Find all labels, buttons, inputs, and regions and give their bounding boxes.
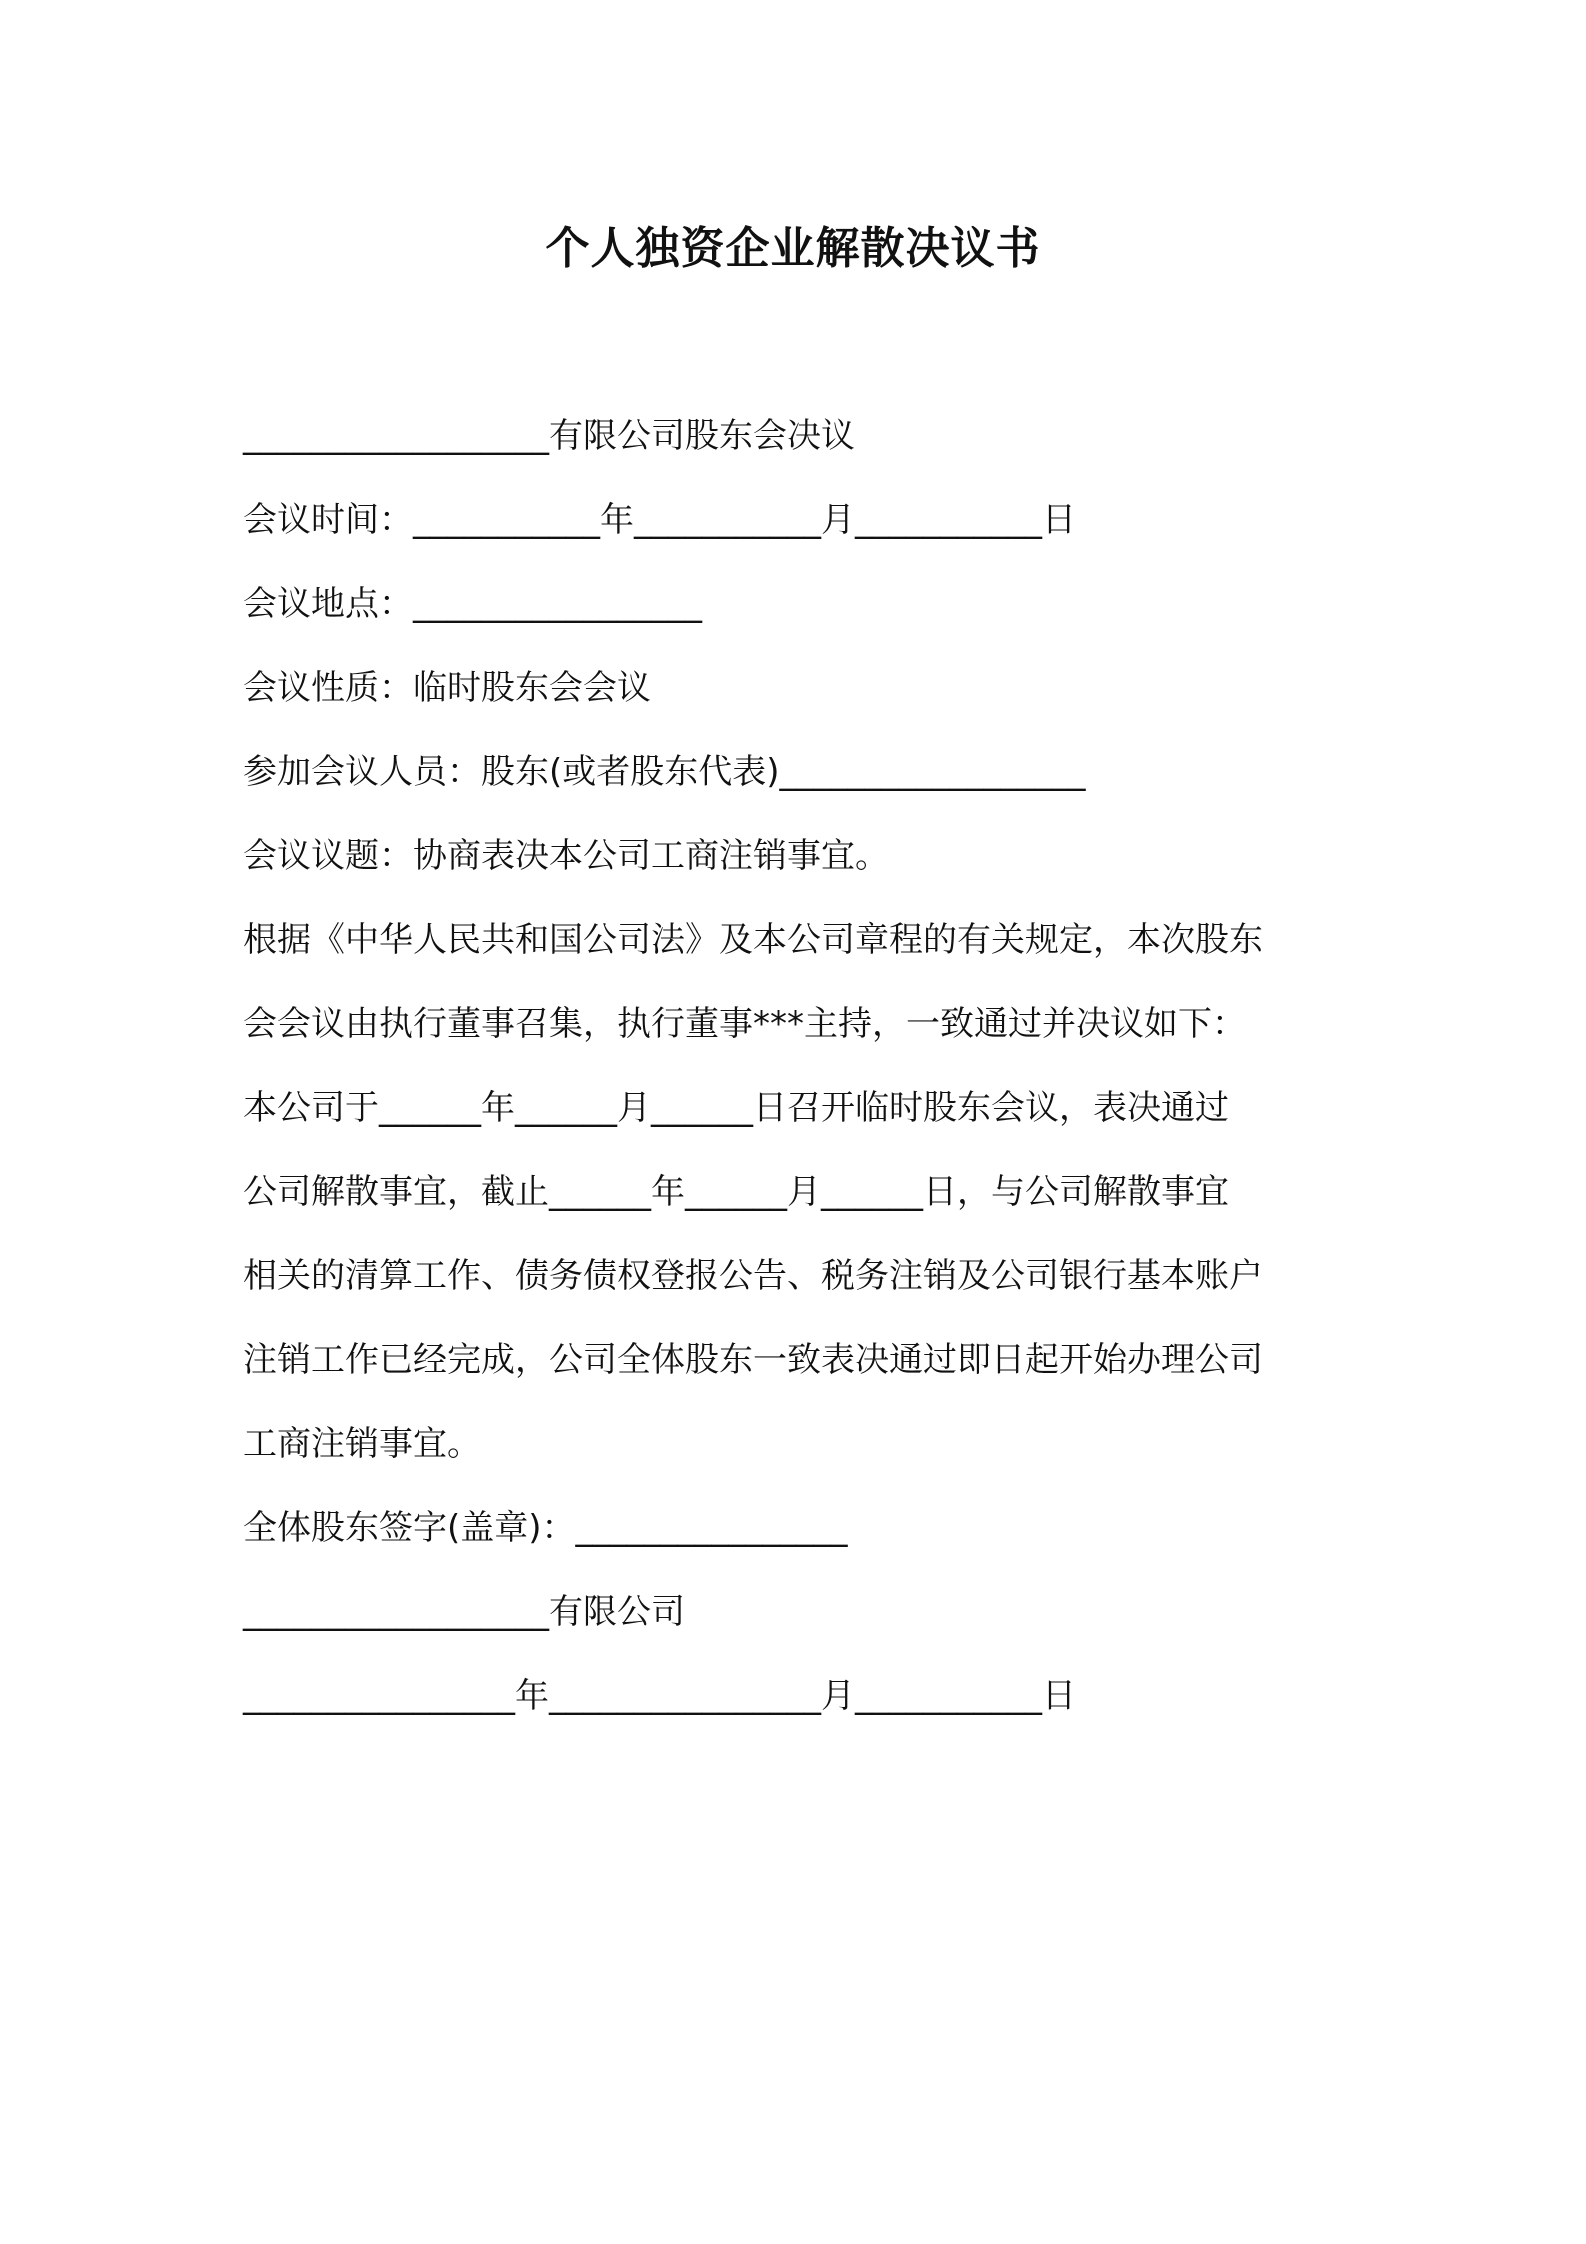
body-paragraph-line-3: 本公司于______年______月______日召开临时股东会议，表决通过 <box>243 1088 1229 1128</box>
document-title: 个人独资企业解散决议书 <box>545 223 1041 274</box>
body-paragraph-line-6: 注销工作已经完成，公司全体股东一致表决通过即日起开始办理公司 <box>243 1340 1263 1380</box>
body-paragraph-line-2: 会会议由执行董事召集，执行董事***主持，一致通过并决议如下： <box>243 1004 1246 1044</box>
body-paragraph-line-1: 根据《中华人民共和国公司法》及本公司章程的有关规定，本次股东 <box>243 920 1263 960</box>
meeting-nature-line: 会议性质：临时股东会会议 <box>243 668 651 708</box>
company-name-line: __________________有限公司 <box>243 1592 685 1632</box>
date-line: ________________年________________月___________日 <box>243 1676 1076 1716</box>
meeting-place-line: 会议地点：_________________ <box>243 584 702 624</box>
body-paragraph-line-5: 相关的清算工作、债务债权登报公告、税务注销及公司银行基本账户 <box>243 1256 1263 1296</box>
meeting-topic-line: 会议议题：协商表决本公司工商注销事宜。 <box>243 836 889 876</box>
meeting-time-line: 会议时间：___________年___________月___________日 <box>243 500 1076 540</box>
body-paragraph-line-4: 公司解散事宜，截止______年______月______日，与公司解散事宜 <box>243 1172 1229 1212</box>
company-resolution-heading: __________________有限公司股东会决议 <box>243 416 855 456</box>
shareholder-signature-line: 全体股东签字(盖章)：________________ <box>243 1508 848 1548</box>
body-paragraph-line-7: 工商注销事宜。 <box>243 1424 481 1464</box>
attendees-line: 参加会议人员：股东(或者股东代表)__________________ <box>243 752 1086 792</box>
